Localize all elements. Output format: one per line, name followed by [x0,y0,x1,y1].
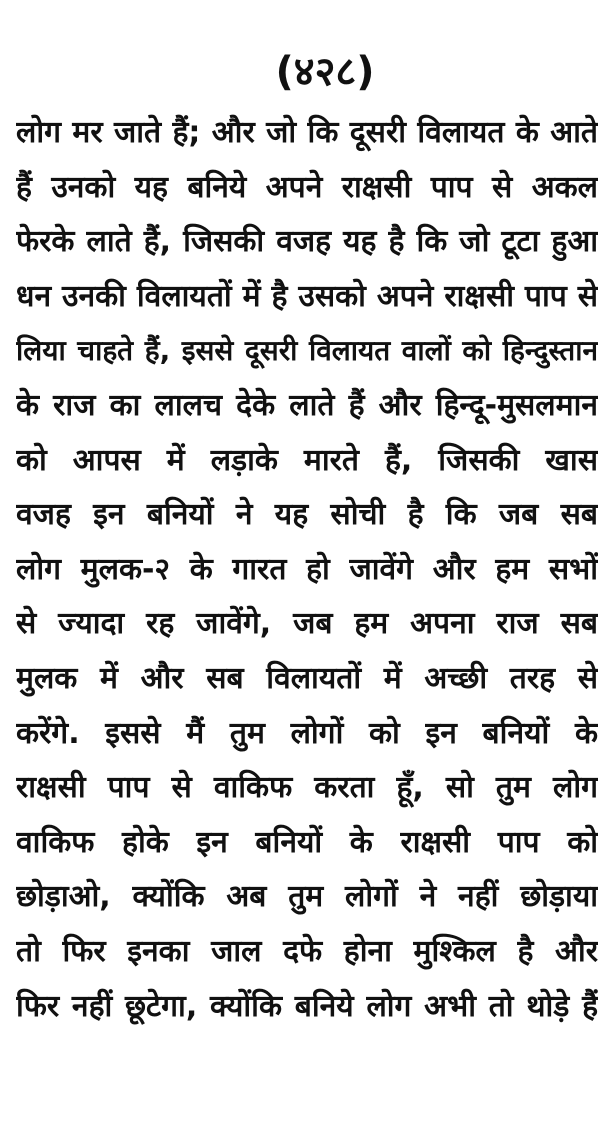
text-line: फेरके लाते हैं, जिसकी वजह यह है कि जो टूटा हुआ [16,224,598,260]
text-line: मुलक में और सब विलायतों में अच्छी तरह से [16,660,598,696]
text-line: से ज्यादा रह जावेंगे, जब हम अपना राज सब [16,606,598,642]
text-line: धन उनकी विलायतों में है उसको अपने राक्षसी पाप से [16,278,598,314]
text-line: लोग मुलक-२ के गारत हो जावेंगे और हम सभों [16,551,598,587]
text-line: को आपस में लड़ाके मारते हैं, जिसकी खास [16,442,598,478]
text-line: लिया चाहते हैं, इससे दूसरी विलायत वालों को हिन्दुस्तान [16,334,598,368]
text-line: छोड़ाओ, क्योंकि अब तुम लोगों ने नहीं छोड़ाया [16,879,598,915]
page-number: (४२८) [275,49,375,95]
text-line: वजह इन बनियों ने यह सोची है कि जब सब [16,497,598,533]
text-line: राक्षसी पाप से वाकिफ करता हूँ, सो तुम लोग [16,770,598,806]
text-line: फिर नहीं छूटेगा, क्योंकि बनिये लोग अभी तो थोड़े हैं [16,988,598,1024]
text-line: के राज का लालच देके लाते हैं और हिन्दू-मुसलमान [16,387,598,423]
text-line: तो फिर इनका जाल दफे होना मुश्किल है और [16,933,598,969]
text-line: करेंगे. इससे मैं तुम लोगों को इन बनियों के [16,715,598,751]
text-line: वाकिफ होके इन बनियों के राक्षसी पाप को [16,824,598,860]
text-line: लोग मर जाते हैं; और जो कि दूसरी विलायत के आते [16,115,598,150]
body-text [16,106,598,1034]
text-line: हैं उनको यह बनिये अपने राक्षसी पाप से अकल [16,169,598,205]
